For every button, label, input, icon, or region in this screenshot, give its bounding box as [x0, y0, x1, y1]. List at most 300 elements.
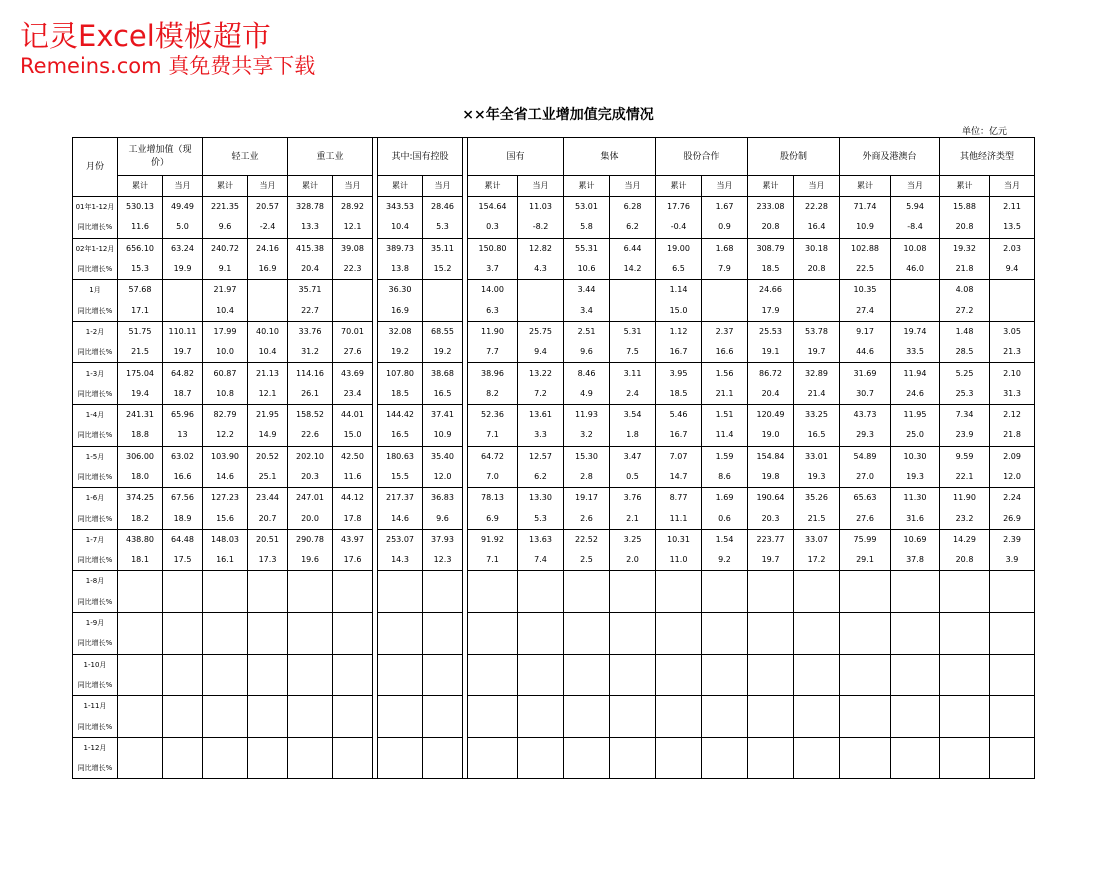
- cell-growth: [891, 300, 940, 321]
- cell-growth: [333, 675, 373, 696]
- cell-value: 158.52: [288, 404, 333, 425]
- cell-growth: 19.2: [378, 342, 423, 363]
- row-growth-label: 同比增长%: [73, 550, 118, 571]
- cell-value: [794, 654, 840, 675]
- cell-value: [468, 654, 518, 675]
- header-current-month: 当月: [990, 176, 1035, 197]
- cell-value: [656, 654, 702, 675]
- cell-growth: [748, 592, 794, 613]
- cell-growth: [248, 300, 288, 321]
- cell-growth: [610, 716, 656, 737]
- cell-growth: 20.8: [748, 217, 794, 238]
- cell-value: 328.78: [288, 197, 333, 218]
- cell-growth: 21.5: [118, 342, 163, 363]
- watermark-subtitle: Remeins.com 真免费共享下载: [20, 54, 316, 78]
- cell-value: 33.76: [288, 321, 333, 342]
- cell-growth: [333, 300, 373, 321]
- cell-value: 5.46: [656, 404, 702, 425]
- cell-value: 233.08: [748, 197, 794, 218]
- cell-value: 6.44: [610, 238, 656, 259]
- cell-value: [702, 612, 748, 633]
- cell-growth: [840, 633, 891, 654]
- cell-value: 65.63: [840, 488, 891, 509]
- cell-growth: 6.3: [468, 300, 518, 321]
- cell-growth: 18.7: [163, 384, 203, 405]
- watermark-title: 记灵Excel模板超市: [20, 19, 271, 53]
- header-cumulative: 累计: [468, 176, 518, 197]
- cell-value: 1.56: [702, 363, 748, 384]
- cell-growth: 14.2: [610, 259, 656, 280]
- cell-value: 19.74: [891, 321, 940, 342]
- cell-value: 91.92: [468, 529, 518, 550]
- cell-growth: [891, 675, 940, 696]
- cell-growth: 31.6: [891, 508, 940, 529]
- cell-value: 82.79: [203, 404, 248, 425]
- cell-value: 3.05: [990, 321, 1035, 342]
- cell-growth: 3.9: [990, 550, 1035, 571]
- table-row-growth: [73, 716, 1035, 737]
- cell-value: [423, 737, 463, 758]
- cell-value: [748, 696, 794, 717]
- cell-growth: 9.6: [203, 217, 248, 238]
- cell-value: 33.01: [794, 446, 840, 467]
- cell-growth: 21.4: [794, 384, 840, 405]
- cell-value: 1.59: [702, 446, 748, 467]
- cell-value: 64.72: [468, 446, 518, 467]
- cell-value: 253.07: [378, 529, 423, 550]
- cell-value: [564, 737, 610, 758]
- cell-growth: 28.5: [940, 342, 990, 363]
- cell-growth: [248, 633, 288, 654]
- cell-growth: 17.6: [333, 550, 373, 571]
- cell-value: [990, 571, 1035, 592]
- cell-value: [610, 280, 656, 301]
- cell-growth: [564, 592, 610, 613]
- cell-value: 22.52: [564, 529, 610, 550]
- table-row: [73, 363, 1035, 384]
- cell-value: 71.74: [840, 197, 891, 218]
- cell-growth: 7.1: [468, 550, 518, 571]
- cell-value: [423, 571, 463, 592]
- cell-value: 10.35: [840, 280, 891, 301]
- cell-value: [940, 612, 990, 633]
- cell-growth: [248, 716, 288, 737]
- cell-growth: 15.5: [378, 467, 423, 488]
- cell-growth: 25.1: [248, 467, 288, 488]
- cell-value: 10.08: [891, 238, 940, 259]
- row-label: 02年1-12月: [73, 238, 118, 259]
- cell-growth: 16.7: [656, 342, 702, 363]
- cell-value: 67.56: [163, 488, 203, 509]
- cell-growth: [794, 633, 840, 654]
- cell-value: 17.99: [203, 321, 248, 342]
- cell-growth: 19.8: [748, 467, 794, 488]
- cell-value: [118, 654, 163, 675]
- cell-growth: 10.9: [840, 217, 891, 238]
- cell-value: [702, 696, 748, 717]
- cell-value: 102.88: [840, 238, 891, 259]
- cell-growth: 2.5: [564, 550, 610, 571]
- table-row-growth: [73, 550, 1035, 571]
- cell-value: [378, 737, 423, 758]
- cell-growth: 4.3: [518, 259, 564, 280]
- table-row-growth: [73, 467, 1035, 488]
- cell-growth: 10.4: [378, 217, 423, 238]
- cell-value: [840, 696, 891, 717]
- table-row: [73, 488, 1035, 509]
- cell-value: [702, 737, 748, 758]
- cell-growth: 2.0: [610, 550, 656, 571]
- cell-value: 107.80: [378, 363, 423, 384]
- cell-value: 10.69: [891, 529, 940, 550]
- cell-growth: 29.3: [840, 425, 891, 446]
- cell-value: [518, 280, 564, 301]
- cell-growth: [610, 300, 656, 321]
- cell-value: [423, 696, 463, 717]
- cell-value: 55.31: [564, 238, 610, 259]
- header-row-sub: [73, 176, 1035, 197]
- cell-growth: 31.2: [288, 342, 333, 363]
- cell-growth: [748, 758, 794, 779]
- cell-growth: 16.9: [248, 259, 288, 280]
- cell-value: [794, 571, 840, 592]
- cell-growth: 13.3: [288, 217, 333, 238]
- cell-growth: [518, 592, 564, 613]
- cell-value: [702, 654, 748, 675]
- cell-value: [840, 654, 891, 675]
- cell-value: 148.03: [203, 529, 248, 550]
- table-row: [73, 737, 1035, 758]
- cell-growth: 9.1: [203, 259, 248, 280]
- cell-value: 38.96: [468, 363, 518, 384]
- cell-growth: 19.3: [891, 467, 940, 488]
- cell-value: 38.68: [423, 363, 463, 384]
- cell-growth: [940, 633, 990, 654]
- cell-value: 10.30: [891, 446, 940, 467]
- cell-value: 32.08: [378, 321, 423, 342]
- cell-value: [163, 696, 203, 717]
- cell-growth: [891, 592, 940, 613]
- cell-growth: 20.0: [288, 508, 333, 529]
- header-group-5: 集体: [564, 138, 656, 176]
- cell-value: 4.08: [940, 280, 990, 301]
- cell-value: 37.41: [423, 404, 463, 425]
- cell-value: 22.28: [794, 197, 840, 218]
- cell-growth: 16.5: [794, 425, 840, 446]
- cell-growth: 30.7: [840, 384, 891, 405]
- cell-growth: [610, 758, 656, 779]
- cell-value: 35.11: [423, 238, 463, 259]
- cell-value: 54.89: [840, 446, 891, 467]
- cell-growth: 17.9: [748, 300, 794, 321]
- cell-growth: 2.6: [564, 508, 610, 529]
- cell-value: [333, 280, 373, 301]
- cell-growth: 5.3: [423, 217, 463, 238]
- cell-value: 6.28: [610, 197, 656, 218]
- header-current-month: 当月: [891, 176, 940, 197]
- cell-growth: [840, 716, 891, 737]
- cell-growth: [518, 758, 564, 779]
- cell-value: [203, 612, 248, 633]
- cell-growth: 14.9: [248, 425, 288, 446]
- cell-growth: 14.3: [378, 550, 423, 571]
- row-label: 1-8月: [73, 571, 118, 592]
- cell-growth: 9.4: [518, 342, 564, 363]
- header-cumulative: 累计: [840, 176, 891, 197]
- cell-growth: [163, 592, 203, 613]
- header-group-6: 股份合作: [656, 138, 748, 176]
- cell-value: [333, 696, 373, 717]
- cell-value: 36.30: [378, 280, 423, 301]
- cell-value: [248, 280, 288, 301]
- cell-growth: 16.6: [163, 467, 203, 488]
- cell-growth: 3.4: [564, 300, 610, 321]
- header-group-9: 其他经济类型: [940, 138, 1035, 176]
- cell-value: 306.00: [118, 446, 163, 467]
- cell-value: [423, 280, 463, 301]
- cell-value: 11.90: [468, 321, 518, 342]
- cell-value: [248, 737, 288, 758]
- cell-growth: 16.5: [423, 384, 463, 405]
- cell-value: 241.31: [118, 404, 163, 425]
- cell-growth: 7.1: [468, 425, 518, 446]
- cell-value: 343.53: [378, 197, 423, 218]
- cell-value: 1.69: [702, 488, 748, 509]
- cell-growth: 22.7: [288, 300, 333, 321]
- cell-growth: [610, 675, 656, 696]
- cell-value: 120.49: [748, 404, 794, 425]
- table-row-growth: [73, 592, 1035, 613]
- report-title: ××年全省工业增加值完成情况: [462, 107, 654, 123]
- cell-growth: 14.6: [378, 508, 423, 529]
- cell-value: [564, 696, 610, 717]
- cell-growth: [794, 675, 840, 696]
- cell-value: 11.90: [940, 488, 990, 509]
- cell-value: [468, 737, 518, 758]
- cell-value: 144.42: [378, 404, 423, 425]
- cell-value: 40.10: [248, 321, 288, 342]
- cell-value: 60.87: [203, 363, 248, 384]
- cell-growth: 19.9: [163, 259, 203, 280]
- cell-value: 64.48: [163, 529, 203, 550]
- table-row-growth: [73, 259, 1035, 280]
- cell-growth: 27.2: [940, 300, 990, 321]
- cell-growth: 8.2: [468, 384, 518, 405]
- cell-value: 33.07: [794, 529, 840, 550]
- cell-growth: 21.5: [794, 508, 840, 529]
- cell-value: 5.94: [891, 197, 940, 218]
- cell-growth: 12.3: [423, 550, 463, 571]
- cell-growth: 29.1: [840, 550, 891, 571]
- cell-value: [794, 612, 840, 633]
- table-row-growth: [73, 300, 1035, 321]
- cell-value: 7.07: [656, 446, 702, 467]
- cell-growth: 11.0: [656, 550, 702, 571]
- cell-growth: -8.4: [891, 217, 940, 238]
- cell-growth: 9.6: [423, 508, 463, 529]
- header-current-month: 当月: [248, 176, 288, 197]
- cell-growth: 3.7: [468, 259, 518, 280]
- cell-growth: [333, 633, 373, 654]
- cell-growth: [702, 592, 748, 613]
- cell-growth: 20.7: [248, 508, 288, 529]
- cell-value: [423, 612, 463, 633]
- cell-growth: 7.9: [702, 259, 748, 280]
- cell-value: [794, 280, 840, 301]
- table-row: [73, 238, 1035, 259]
- cell-growth: [518, 633, 564, 654]
- cell-growth: 18.5: [378, 384, 423, 405]
- cell-value: [564, 571, 610, 592]
- cell-growth: [118, 592, 163, 613]
- cell-value: 11.94: [891, 363, 940, 384]
- cell-value: 247.01: [288, 488, 333, 509]
- cell-value: [940, 571, 990, 592]
- cell-value: 13.22: [518, 363, 564, 384]
- cell-growth: 15.6: [203, 508, 248, 529]
- cell-growth: [794, 758, 840, 779]
- cell-growth: 0.9: [702, 217, 748, 238]
- cell-value: 32.89: [794, 363, 840, 384]
- cell-growth: [940, 716, 990, 737]
- cell-value: 12.82: [518, 238, 564, 259]
- cell-value: 10.31: [656, 529, 702, 550]
- cell-growth: [990, 758, 1035, 779]
- cell-value: 2.51: [564, 321, 610, 342]
- cell-value: 64.82: [163, 363, 203, 384]
- cell-value: 19.00: [656, 238, 702, 259]
- cell-value: 175.04: [118, 363, 163, 384]
- cell-growth: [656, 758, 702, 779]
- cell-growth: [656, 675, 702, 696]
- cell-value: 15.30: [564, 446, 610, 467]
- cell-value: [610, 696, 656, 717]
- cell-growth: 22.5: [840, 259, 891, 280]
- cell-value: [518, 612, 564, 633]
- cell-growth: [333, 758, 373, 779]
- row-label: 1-7月: [73, 529, 118, 550]
- cell-growth: [940, 758, 990, 779]
- cell-growth: [990, 592, 1035, 613]
- cell-value: [656, 612, 702, 633]
- cell-value: [163, 571, 203, 592]
- cell-value: 530.13: [118, 197, 163, 218]
- header-cumulative: 累计: [940, 176, 990, 197]
- cell-value: 14.00: [468, 280, 518, 301]
- cell-growth: 11.6: [118, 217, 163, 238]
- row-growth-label: 同比增长%: [73, 467, 118, 488]
- cell-growth: [564, 716, 610, 737]
- header-cumulative: 累计: [118, 176, 163, 197]
- cell-value: [333, 654, 373, 675]
- cell-growth: [891, 633, 940, 654]
- cell-growth: 19.7: [794, 342, 840, 363]
- cell-growth: [564, 758, 610, 779]
- cell-value: 33.25: [794, 404, 840, 425]
- row-label: 1-10月: [73, 654, 118, 675]
- cell-value: [518, 696, 564, 717]
- cell-value: 14.29: [940, 529, 990, 550]
- cell-growth: [288, 758, 333, 779]
- cell-value: 656.10: [118, 238, 163, 259]
- cell-value: 240.72: [203, 238, 248, 259]
- cell-growth: [378, 716, 423, 737]
- cell-growth: [702, 300, 748, 321]
- cell-growth: 16.9: [378, 300, 423, 321]
- cell-value: [288, 571, 333, 592]
- cell-growth: 6.2: [610, 217, 656, 238]
- row-growth-label: 同比增长%: [73, 384, 118, 405]
- cell-value: 389.73: [378, 238, 423, 259]
- row-label: 01年1-12月: [73, 197, 118, 218]
- cell-growth: [564, 675, 610, 696]
- row-growth-label: 同比增长%: [73, 259, 118, 280]
- cell-growth: [468, 592, 518, 613]
- cell-growth: 12.2: [203, 425, 248, 446]
- cell-growth: [203, 633, 248, 654]
- cell-growth: 5.8: [564, 217, 610, 238]
- row-label: 1月: [73, 280, 118, 301]
- cell-value: [610, 654, 656, 675]
- cell-growth: 17.5: [163, 550, 203, 571]
- cell-value: 25.53: [748, 321, 794, 342]
- cell-value: 36.83: [423, 488, 463, 509]
- table-row: [73, 197, 1035, 218]
- cell-growth: 5.3: [518, 508, 564, 529]
- cell-value: 23.44: [248, 488, 288, 509]
- cell-value: 68.55: [423, 321, 463, 342]
- cell-value: [163, 280, 203, 301]
- cell-growth: 33.5: [891, 342, 940, 363]
- row-growth-label: 同比增长%: [73, 300, 118, 321]
- cell-value: 44.12: [333, 488, 373, 509]
- cell-value: [248, 571, 288, 592]
- cell-growth: 12.1: [333, 217, 373, 238]
- cell-growth: [203, 675, 248, 696]
- cell-value: [990, 280, 1035, 301]
- cell-value: [288, 654, 333, 675]
- cell-growth: 10.8: [203, 384, 248, 405]
- cell-growth: 26.9: [990, 508, 1035, 529]
- cell-value: 3.76: [610, 488, 656, 509]
- cell-value: [203, 654, 248, 675]
- cell-growth: [288, 716, 333, 737]
- cell-value: 78.13: [468, 488, 518, 509]
- cell-growth: [990, 716, 1035, 737]
- cell-value: 1.68: [702, 238, 748, 259]
- header-cumulative: 累计: [288, 176, 333, 197]
- cell-value: 65.96: [163, 404, 203, 425]
- cell-value: [248, 612, 288, 633]
- cell-growth: [468, 633, 518, 654]
- cell-growth: 16.1: [203, 550, 248, 571]
- header-cumulative: 累计: [656, 176, 702, 197]
- cell-value: 11.30: [891, 488, 940, 509]
- cell-value: 52.36: [468, 404, 518, 425]
- cell-growth: 21.8: [990, 425, 1035, 446]
- cell-value: [163, 612, 203, 633]
- cell-value: [468, 612, 518, 633]
- cell-value: [378, 612, 423, 633]
- cell-value: [468, 571, 518, 592]
- cell-growth: 19.7: [748, 550, 794, 571]
- row-label: 1-11月: [73, 696, 118, 717]
- cell-growth: 27.0: [840, 467, 891, 488]
- cell-growth: [702, 758, 748, 779]
- cell-value: [518, 654, 564, 675]
- cell-value: [702, 280, 748, 301]
- cell-value: 57.68: [118, 280, 163, 301]
